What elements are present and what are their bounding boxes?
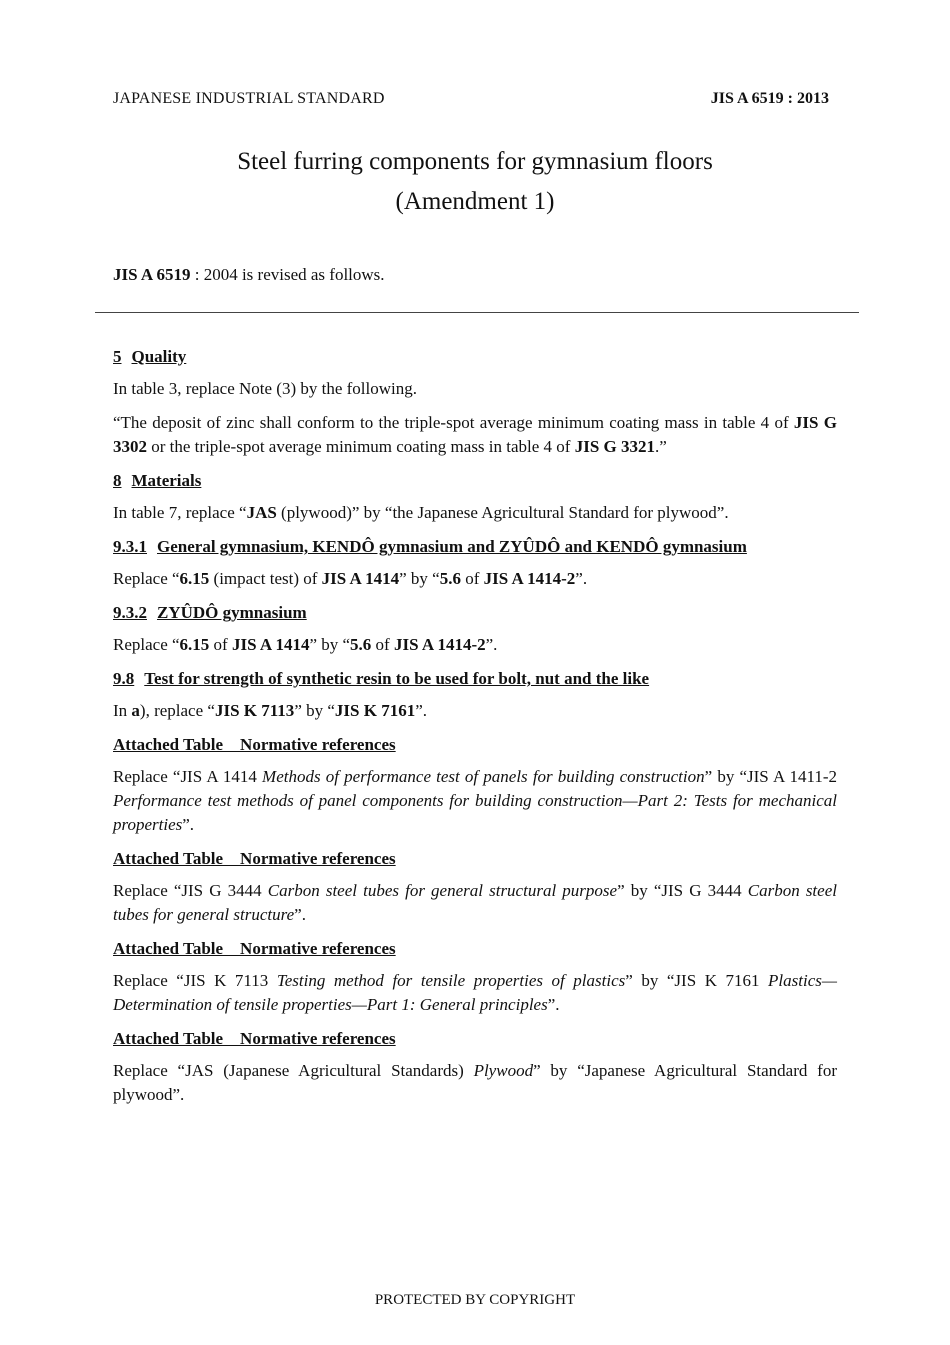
document-title: [0, 142, 950, 222]
standard-type: JAPANESE INDUSTRIAL STANDARD: [113, 90, 385, 107]
attached-table-paragraph-3: Replace “JIS K 7113 Testing method for tensile properties of plastics” by “JIS K 7161 Plastics—Determination of tensile properties—Part 1: General principles”.: [113, 971, 837, 1014]
intro-text: [113, 265, 385, 285]
attached-table-paragraph-1: Replace “JIS A 1414 Methods of performance test of panels for building construction” by “JIS A 1411-2 Performance test methods of panel components for building construction—Part 2: Tests for mechanical properties”.: [113, 767, 837, 834]
attached-table-paragraph-2: Replace “JIS G 3444 Carbon steel tubes for general structural purpose” by “JIS G 3444 Carbon steel tubes for general structure”.: [113, 881, 837, 924]
section-9-8-paragraph: In a), replace “JIS K 7113” by “JIS K 7161”.: [113, 701, 427, 720]
title-line-2: (Amendment 1): [395, 188, 555, 215]
section-heading-8: 8 Materials: [113, 471, 202, 490]
attached-table-paragraph-4: Replace “JAS (Japanese Agricultural Standards) Plywood” by “Japanese Agricultural Standard for plywood”.: [113, 1061, 837, 1104]
section-heading-5: 5 Quality: [113, 347, 187, 366]
attached-table-heading-3: Attached Table Normative references: [113, 939, 396, 958]
section-5-paragraph-2: “The deposit of zinc shall conform to the triple-spot average minimum coating mass in table 4 of JIS G 3302 or the triple-spot average minimum coating mass in table 4 of JIS G 3321.”: [113, 413, 838, 456]
section-9-3-2-paragraph: Replace “6.15 of JIS A 1414” by “5.6 of JIS A 1414-2”.: [113, 635, 498, 654]
standard-number: JIS A 6519 : 2013: [710, 90, 829, 107]
document-body: [113, 345, 837, 1117]
attached-table-heading-1: Attached Table Normative references: [113, 735, 396, 754]
section-5-paragraph-1: In table 3, replace Note (3) by the following.: [113, 379, 418, 398]
title-line-1: Steel furring components for gymnasium floors: [237, 148, 713, 175]
divider: [95, 312, 859, 313]
intro-rest: : 2004 is revised as follows.: [190, 265, 385, 284]
section-9-3-1-paragraph: Replace “6.15 (impact test) of JIS A 1414” by “5.6 of JIS A 1414-2”.: [113, 569, 588, 588]
attached-table-heading-2: Attached Table Normative references: [113, 849, 396, 868]
section-heading-9-8: 9.8 Test for strength of synthetic resin to be used for bolt, nut and the like: [113, 669, 650, 688]
section-heading-9-3-2: 9.3.2 ZYÛDÔ gymnasium: [113, 603, 307, 622]
section-8-paragraph: In table 7, replace “JAS (plywood)” by “the Japanese Agricultural Standard for plywood”.: [113, 503, 729, 522]
copyright-footer: PROTECTED BY COPYRIGHT: [374, 1292, 576, 1308]
section-heading-9-3-1: 9.3.1 General gymnasium, KENDÔ gymnasium and ZYÛDÔ and KENDÔ gymnasium: [113, 537, 747, 556]
intro-standard: JIS A 6519: [113, 265, 191, 284]
attached-table-heading-4: Attached Table Normative references: [113, 1029, 396, 1048]
